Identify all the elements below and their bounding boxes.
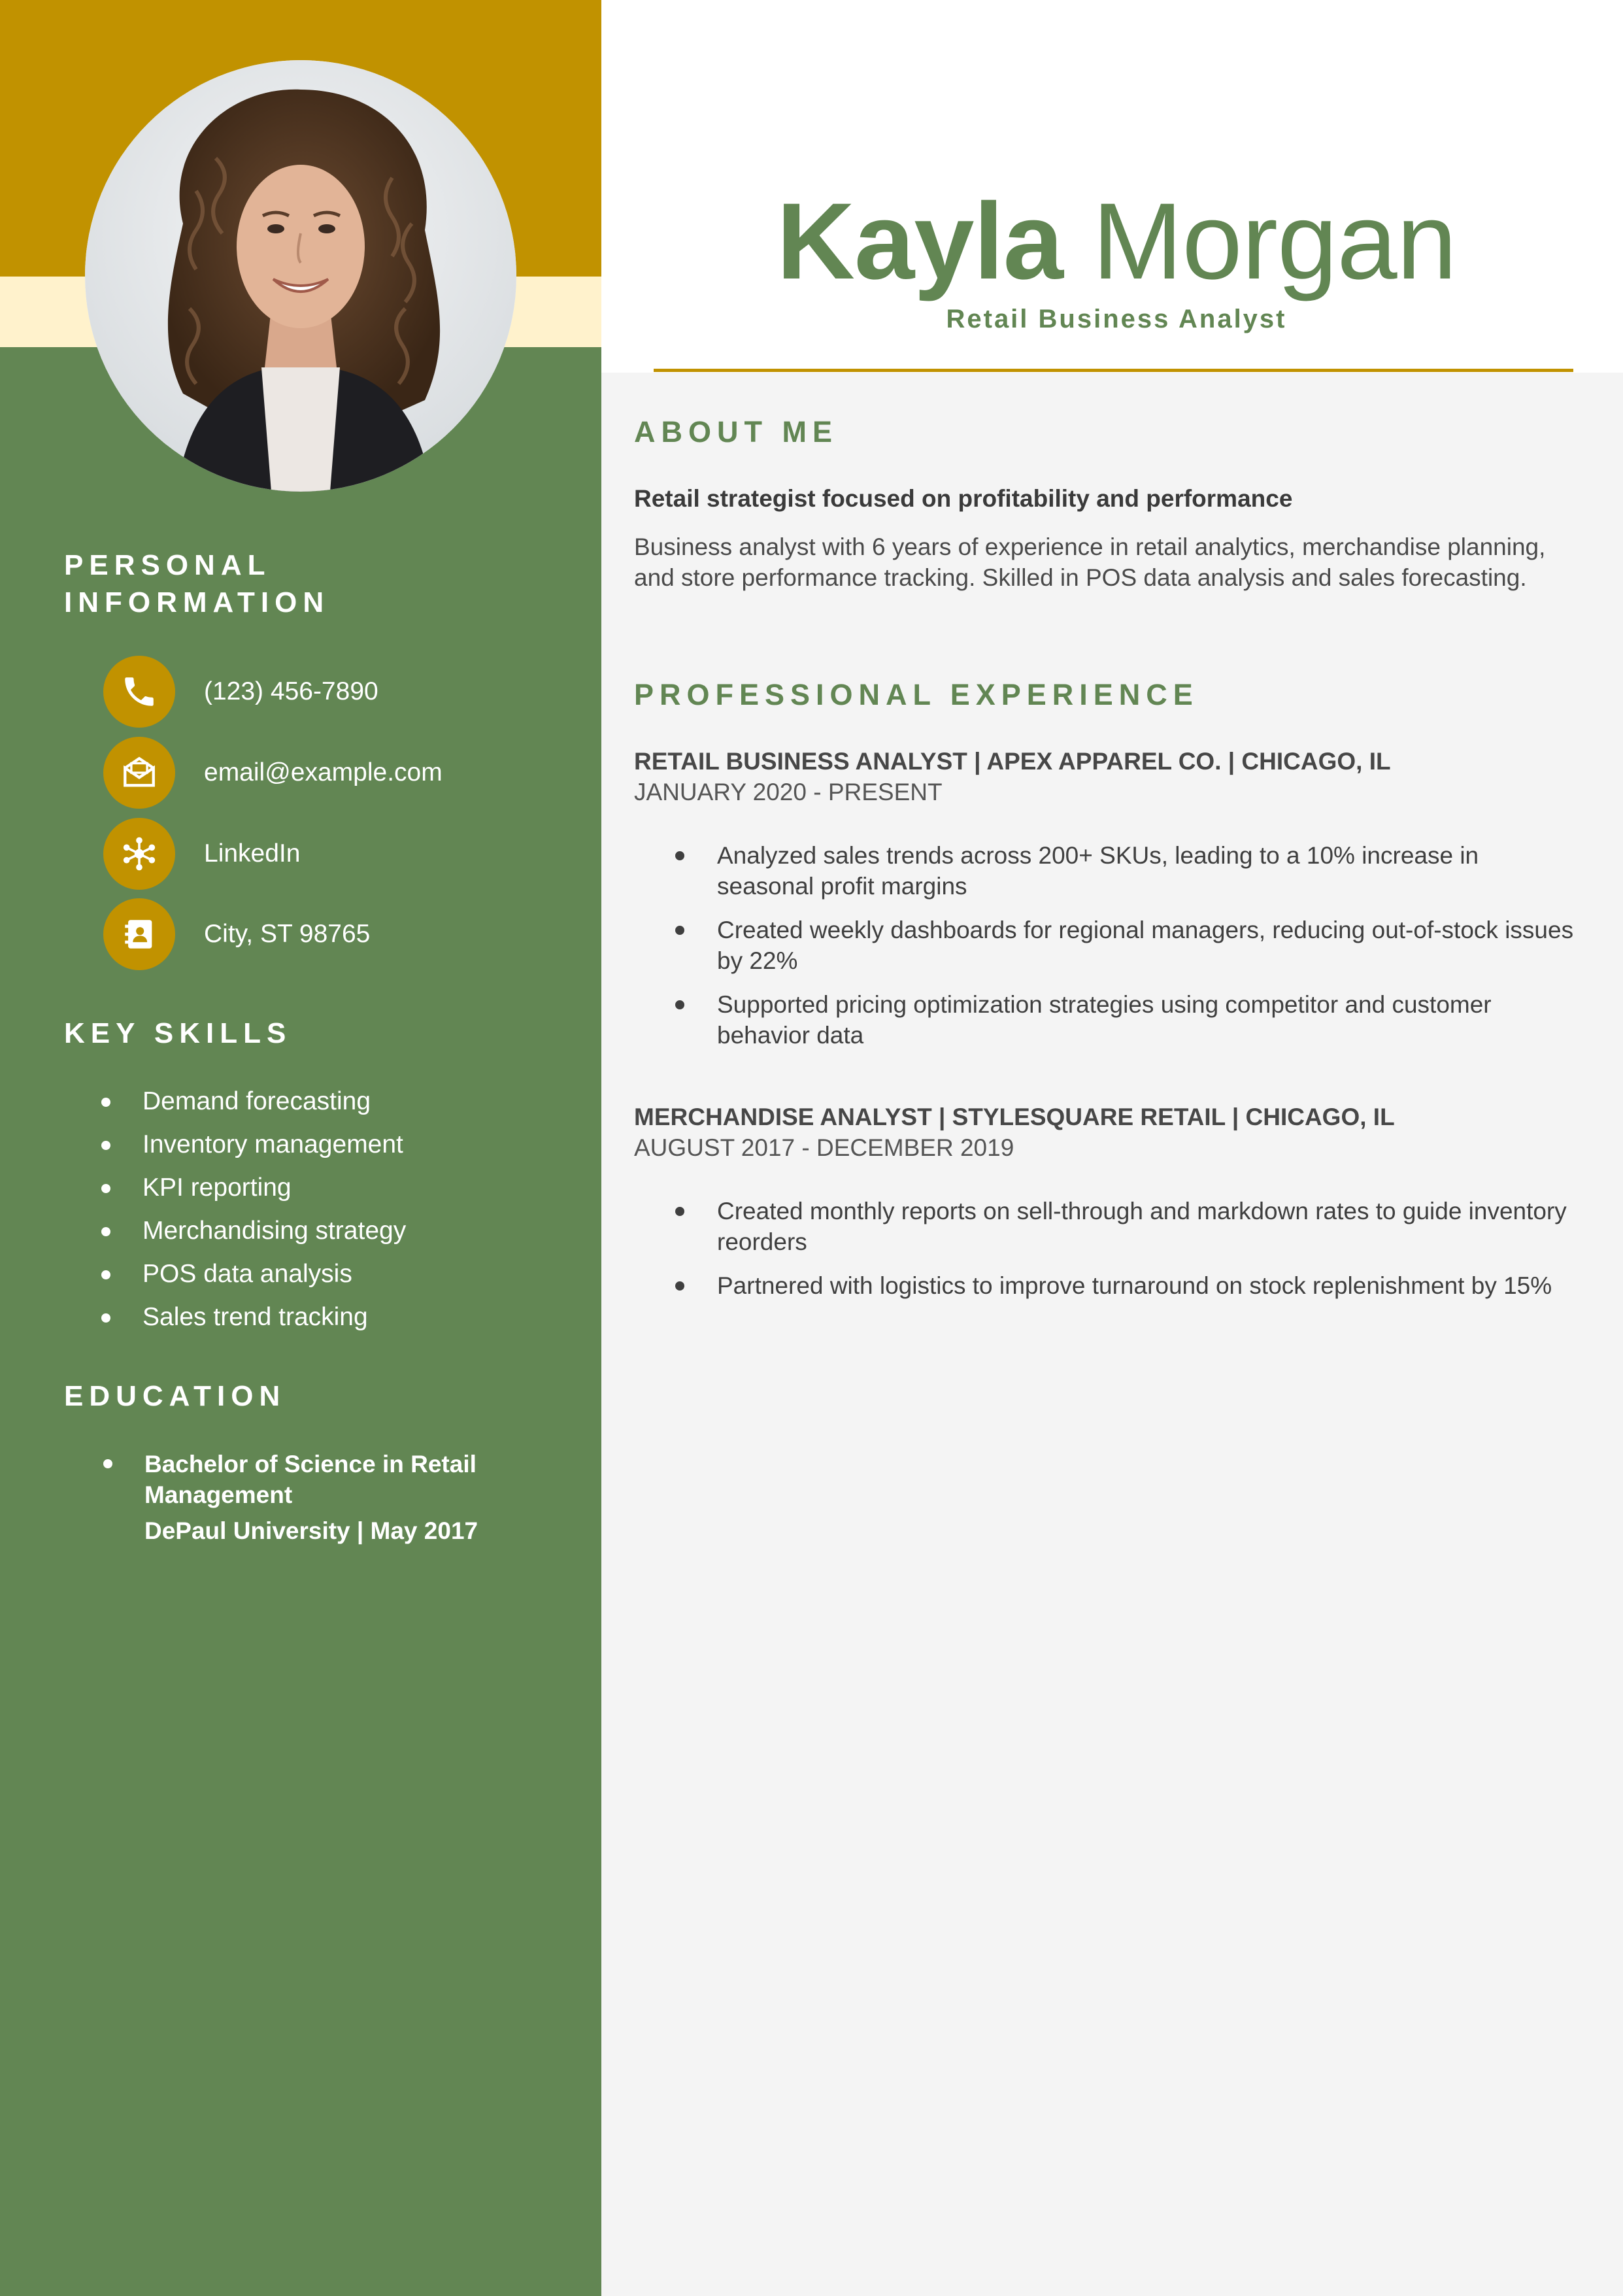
last-name: Morgan <box>1092 181 1456 302</box>
job-1-title: RETAIL BUSINESS ANALYST | APEX APPAREL CO. | CHICAGO, IL <box>634 748 1391 775</box>
education-heading: EDUCATION <box>64 1380 286 1412</box>
personal-heading-line1: PERSONAL <box>64 549 271 581</box>
job-2-dates: AUGUST 2017 - DECEMBER 2019 <box>634 1134 1014 1161</box>
network-icon <box>103 818 175 890</box>
list-item: Sales trend tracking <box>142 1302 406 1345</box>
list-item: Created monthly reports on sell-through and markdown rates to guide inventory reorders <box>717 1196 1580 1257</box>
personal-heading-line2: INFORMATION <box>64 586 330 618</box>
phone-icon <box>103 656 175 728</box>
address-book-icon <box>103 898 175 970</box>
linkedin-text: LinkedIn <box>204 839 301 868</box>
professional-experience-heading: PROFESSIONAL EXPERIENCE <box>634 678 1199 711</box>
list-item: Partnered with logistics to improve turnaround on stock replenishment by 15% <box>717 1270 1580 1301</box>
list-item: Created weekly dashboards for regional managers, reducing out-of-stock issues by 22% <box>717 915 1580 976</box>
about-lead: Retail strategist focused on profitability and performance <box>634 485 1293 512</box>
list-item: Supported pricing optimization strategies using competitor and customer behavior data <box>717 989 1580 1051</box>
job-2-title: MERCHANDISE ANALYST | STYLESQUARE RETAIL | CHICAGO, IL <box>634 1104 1395 1130</box>
personal-information-heading <box>64 547 329 621</box>
first-name: Kayla <box>777 181 1063 302</box>
job-2-bullets <box>717 1196 1580 1314</box>
candidate-name <box>660 177 1573 307</box>
list-item: KPI reporting <box>142 1173 406 1216</box>
about-body: Business analyst with 6 years of experience in retail analytics, merchandise planning, and store performance tracking. Skilled in POS data analysis and sales forecasting. <box>634 533 1546 591</box>
email-text: email@example.com <box>204 758 443 786</box>
list-item: Analyzed sales trends across 200+ SKUs, leading to a 10% increase in seasonal profit margins <box>717 840 1580 902</box>
skills-list <box>142 1087 406 1345</box>
profile-photo <box>85 60 516 492</box>
location-text: City, ST 98765 <box>204 920 371 948</box>
list-item: POS data analysis <box>142 1259 406 1302</box>
school-text: DePaul University | May 2017 <box>144 1517 478 1544</box>
contact-phone <box>103 656 378 728</box>
job-1-dates: JANUARY 2020 - PRESENT <box>634 779 943 805</box>
contact-linkedin <box>103 818 300 890</box>
envelope-icon <box>103 737 175 809</box>
key-skills-heading: KEY SKILLS <box>64 1017 292 1049</box>
education-entry <box>144 1449 556 1546</box>
about-me-heading: ABOUT ME <box>634 415 838 448</box>
list-item: Inventory management <box>142 1130 406 1173</box>
main-content-background <box>601 373 1623 2296</box>
degree-text: Bachelor of Science in Retail Management <box>144 1451 477 1508</box>
phone-text: (123) 456-7890 <box>204 677 378 705</box>
job-title: Retail Business Analyst <box>946 305 1287 333</box>
header-divider <box>654 369 1573 372</box>
list-item: Merchandising strategy <box>142 1216 406 1259</box>
job-1-bullets <box>717 840 1580 1064</box>
contact-address <box>103 898 370 970</box>
list-item: Demand forecasting <box>142 1087 406 1130</box>
contact-email <box>103 737 443 809</box>
